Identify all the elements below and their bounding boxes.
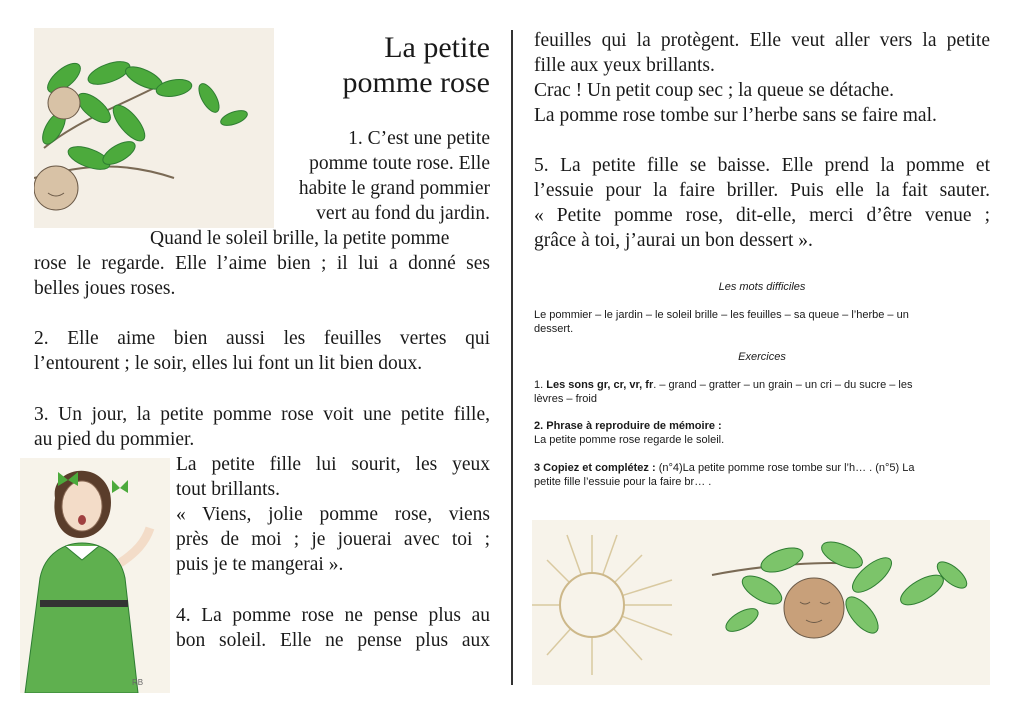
exercise-3	[534, 461, 990, 489]
text-line: l’essuie pour la faire briller. Puis elle la fait sauter.	[534, 180, 990, 201]
text-line: 1. C’est une petite	[348, 128, 490, 149]
text-line: « Viens, jolie pomme rose, viens	[176, 504, 490, 525]
sun-and-apple-illustration	[532, 520, 990, 685]
exercise-2	[534, 419, 990, 447]
text-line: 2. Elle aime bien aussi les feuilles vertes qui	[34, 328, 490, 349]
exercise-1-number: 1.	[534, 379, 547, 391]
text-line: feuilles qui la protègent. Elle veut aller vers la petite	[534, 30, 990, 51]
text-line: au pied du pommier.	[34, 429, 195, 450]
text-line: puis je te mangerai ».	[176, 554, 344, 575]
text-line: bon soleil. Elle ne pense plus aux	[176, 630, 490, 651]
text-line: 4. La pomme rose ne pense plus au	[176, 605, 490, 626]
exercise-1	[534, 378, 990, 406]
text-line: « Petite pomme rose, dit-elle, merci d’être venue ;	[534, 205, 990, 226]
vocab-heading: Les mots difficiles	[718, 281, 806, 293]
exercise-2-label: 2. Phrase à reproduire de mémoire :	[534, 420, 722, 432]
story-paragraph-1	[250, 126, 490, 226]
text-line: habite le grand pommier	[298, 178, 490, 199]
text-line: Quand le soleil brille, la petite pomme	[150, 228, 450, 249]
text-line: 3. Un jour, la petite pomme rose voit une petite fille,	[34, 404, 490, 425]
story-title	[300, 30, 490, 100]
text-line: belles joues roses.	[34, 278, 176, 299]
girl-illustration	[20, 458, 170, 693]
text-line: La pomme rose tombe sur l’herbe sans se faire mal.	[534, 105, 937, 126]
text-line: pomme toute rose. Elle	[309, 153, 490, 174]
exercise-1-text-line2: lèvres – froid	[534, 393, 597, 405]
text-line: tout brillants.	[176, 479, 280, 500]
vocab-line: Le pommier – le jardin – le soleil brille – les feuilles – sa queue – l’herbe – un	[534, 309, 909, 321]
title-line-2: pomme rose	[342, 66, 490, 99]
title-line-1: La petite	[384, 31, 490, 64]
text-line: l’entourent ; le soir, elles lui font un lit bien doux.	[34, 353, 423, 374]
text-line: grâce à toi, j’aurai un bon dessert ».	[534, 230, 813, 251]
text-line: près de moi ; je jouerai avec toi ;	[176, 529, 490, 550]
text-line: Crac ! Un petit coup sec ; la queue se détache.	[534, 80, 895, 101]
artist-signature: RB	[132, 678, 144, 687]
exercises-heading: Exercices	[738, 351, 786, 363]
apple-branch-illustration	[34, 28, 274, 228]
exercise-1-text: . – grand – gratter – un grain – un cri – du sucre – les	[653, 379, 913, 391]
exercise-3-label: 3 Copiez et complétez :	[534, 462, 656, 474]
text-line: La petite fille lui sourit, les yeux	[176, 454, 490, 475]
column-divider	[511, 30, 513, 685]
exercise-1-label: Les sons gr, cr, vr, fr	[546, 379, 654, 391]
vocab-line: dessert.	[534, 323, 574, 335]
text-line: vert au fond du jardin.	[316, 203, 490, 224]
exercise-3-text: (n°4)La petite pomme rose tombe sur l’h… . (n°5) La	[655, 462, 915, 474]
text-line: rose le regarde. Elle l’aime bien ; il lui a donné ses	[34, 253, 490, 274]
vocab-list	[534, 308, 990, 336]
text-line: fille aux yeux brillants.	[534, 55, 715, 76]
exercise-2-text: La petite pomme rose regarde le soleil.	[534, 434, 725, 446]
text-line: 5. La petite fille se baisse. Elle prend la pomme et	[534, 155, 990, 176]
exercise-3-text-line2: petite fille l’essuie pour la faire br… .	[534, 476, 712, 488]
